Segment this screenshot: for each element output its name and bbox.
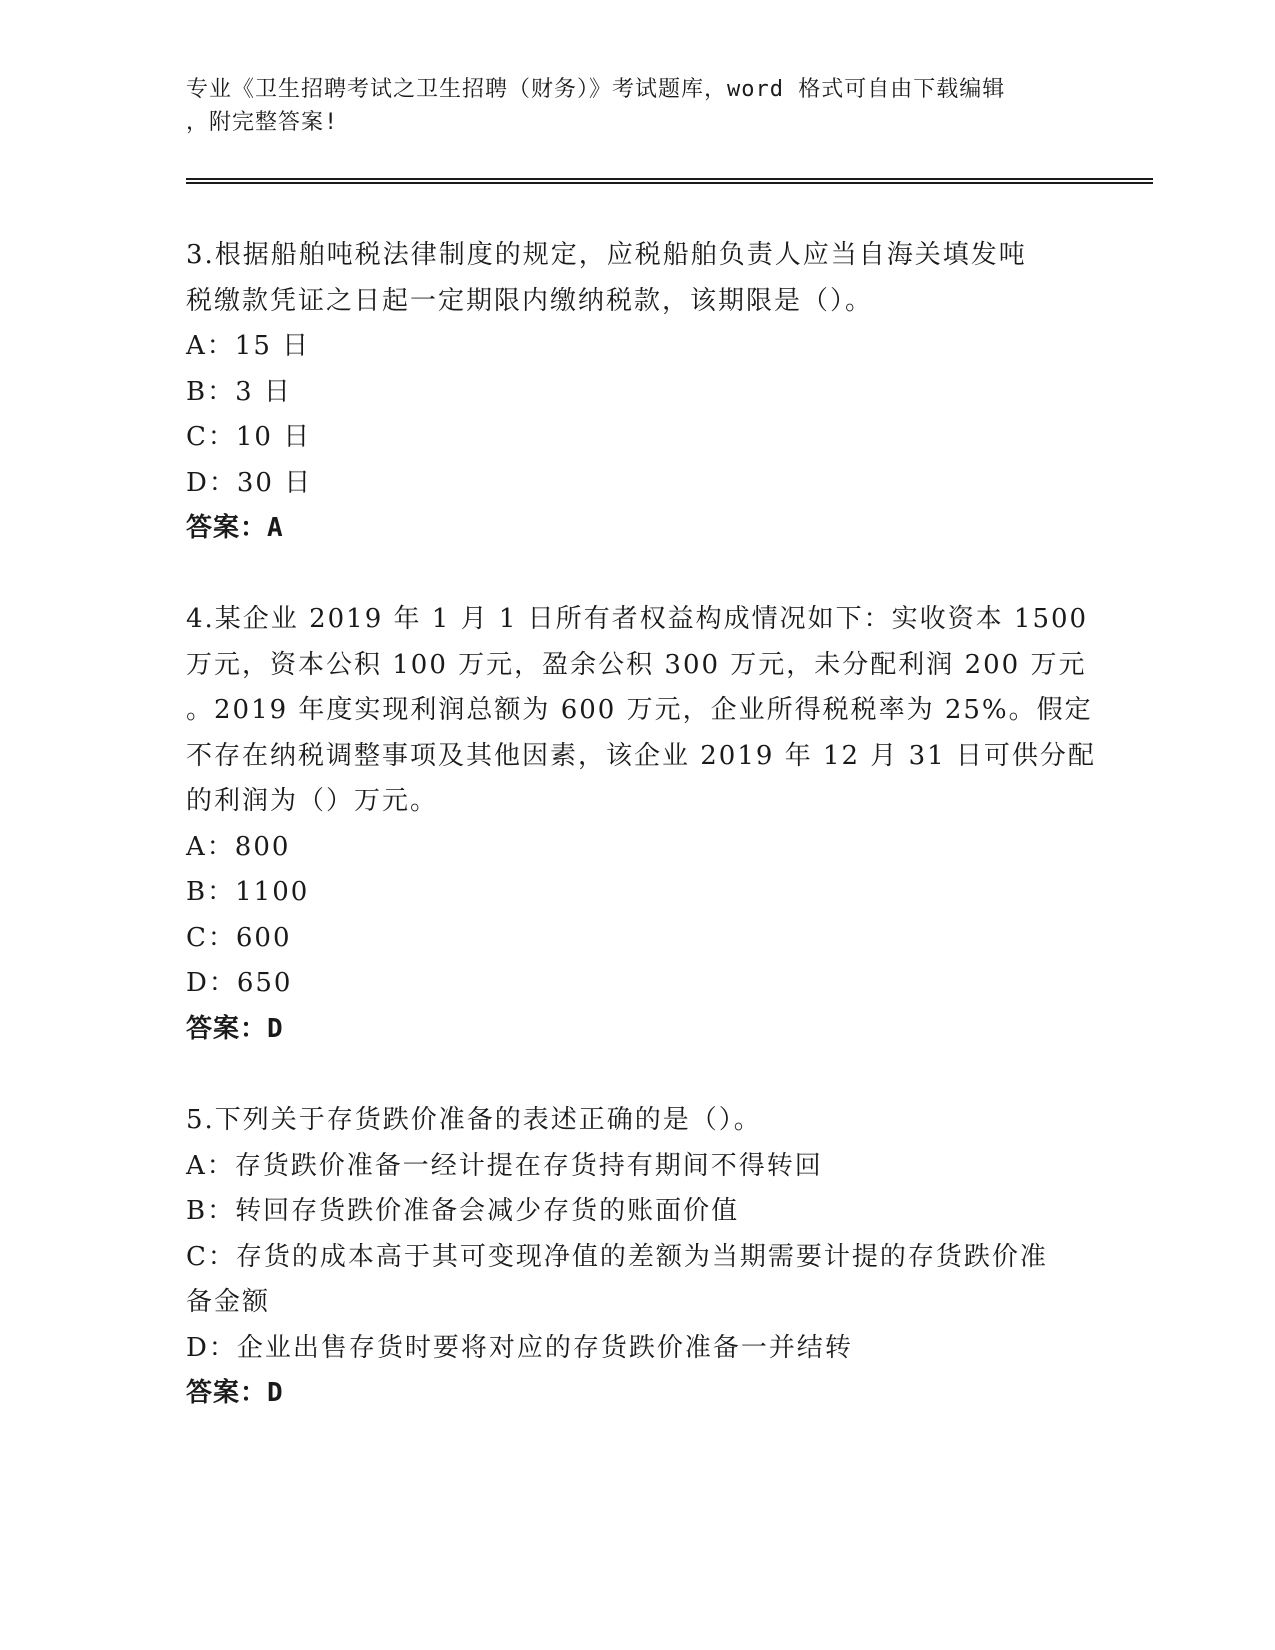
question-stem: 4.某企业 2019 年 1 月 1 日所有者权益构成情况如下：实收资本 1500 xyxy=(186,604,1089,634)
answer-label: 答案：D xyxy=(186,1013,284,1044)
option-d: D：650 xyxy=(186,968,293,998)
option-a: A：800 xyxy=(186,831,291,862)
document-header xyxy=(186,73,1086,139)
question-block xyxy=(186,597,1096,1052)
question-stem: 3.根据船舶吨税法律制度的规定，应税船舶负责人应当自海关填发吨 xyxy=(186,240,1027,270)
question-stem: 的利润为（）万元。 xyxy=(186,786,439,816)
option-b: B：转回存货跌价准备会减少存货的账面价值 xyxy=(186,1196,740,1226)
option-c-continued: 备金额 xyxy=(186,1287,271,1317)
option-a: A：存货跌价准备一经计提在存货持有期间不得转回 xyxy=(186,1150,823,1181)
question-stem: 税缴款凭证之日起一定期限内缴纳税款，该期限是（）。 xyxy=(186,285,874,316)
header-line: 专业《卫生招聘考试之卫生招聘（财务）》考试题库，word 格式可自由下载编辑 xyxy=(186,77,1006,102)
question-block xyxy=(186,233,1086,552)
option-d: D：企业出售存货时要将对应的存货跌价准备一并结转 xyxy=(186,1332,853,1363)
option-b: B：1100 xyxy=(186,877,310,907)
option-c: C：存货的成本高于其可变现净值的差额为当期需要计提的存货跌价准 xyxy=(186,1241,1048,1272)
question-block xyxy=(186,1098,1086,1417)
option-c: C：600 xyxy=(186,922,292,953)
question-stem: 。2019 年度实现利润总额为 600 万元，企业所得税税率为 25%。假定 xyxy=(186,695,1093,725)
question-stem: 5.下列关于存货跌价准备的表述正确的是（）。 xyxy=(186,1105,762,1135)
question-stem: 不存在纳税调整事项及其他因素，该企业 2019 年 12 月 31 日可供分配 xyxy=(186,740,1096,771)
answer-label: 答案：A xyxy=(186,513,284,543)
header-divider xyxy=(186,178,1153,180)
header-divider xyxy=(186,182,1153,184)
header-line: ，附完整答案! xyxy=(186,110,339,135)
option-d: D：30 日 xyxy=(186,467,313,498)
option-a: A：15 日 xyxy=(186,331,311,361)
question-stem: 万元，资本公积 100 万元，盈余公积 300 万元，未分配利润 200 万元 xyxy=(186,649,1087,680)
answer-label: 答案：D xyxy=(186,1378,284,1408)
option-b: B：3 日 xyxy=(186,376,292,407)
option-c: C：10 日 xyxy=(186,422,312,452)
